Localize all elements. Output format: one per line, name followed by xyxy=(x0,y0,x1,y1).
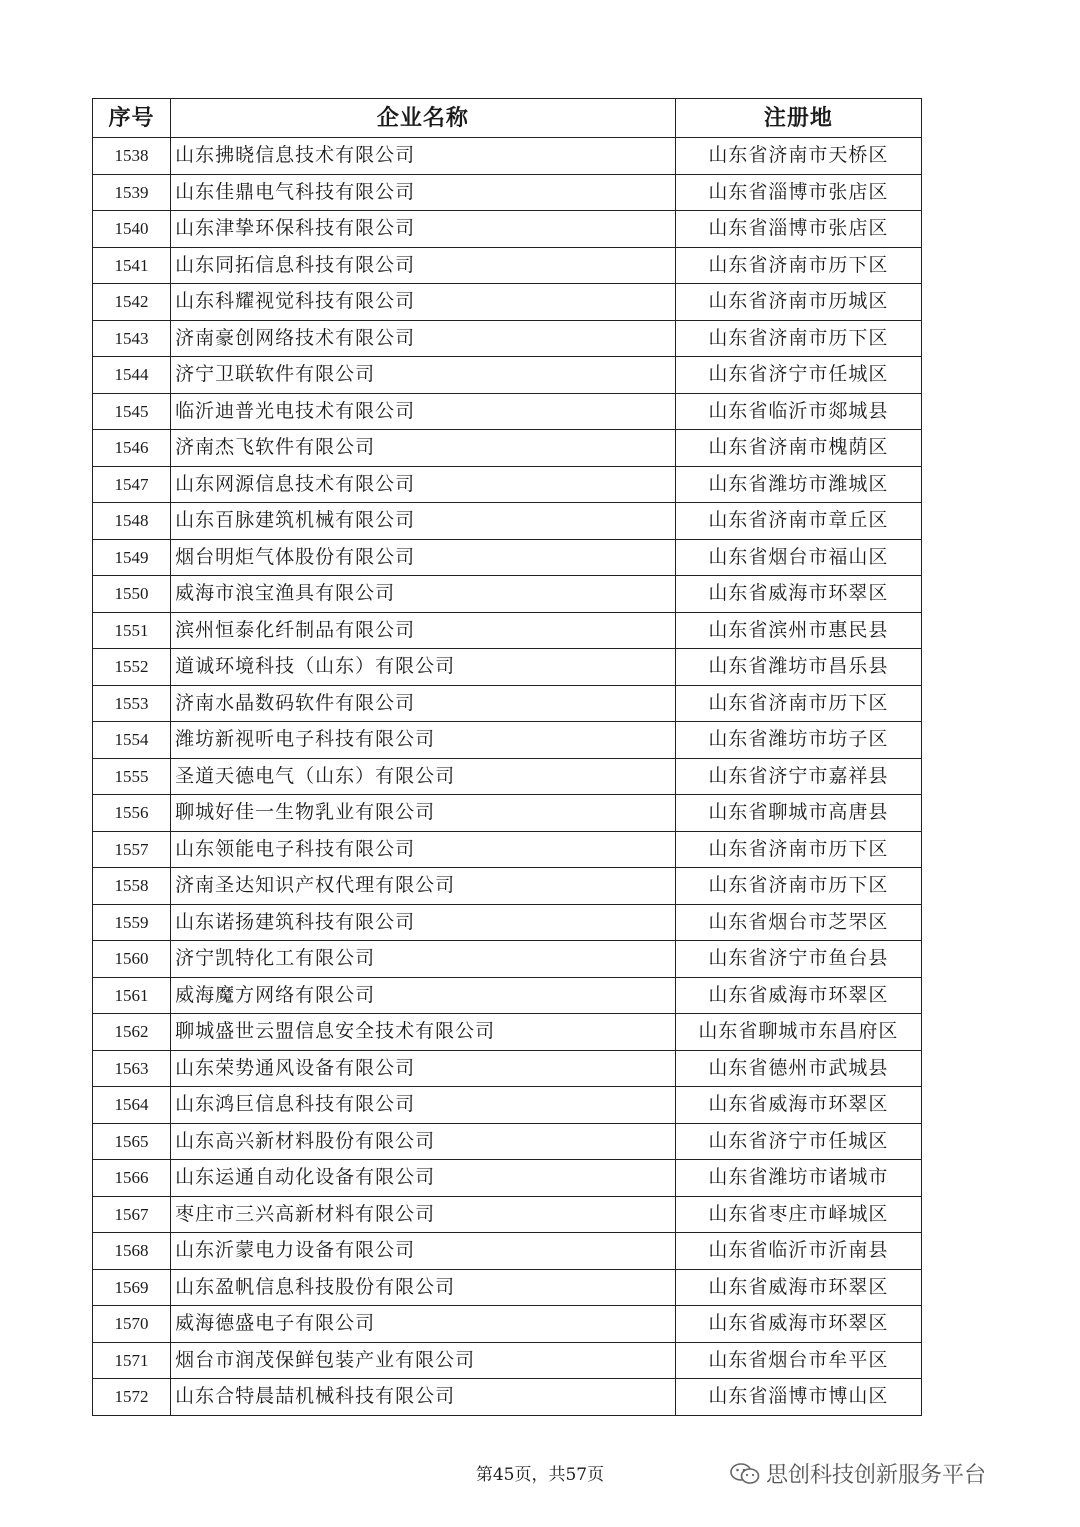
registration-place-cell: 山东省济南市历下区 xyxy=(675,831,921,868)
registration-place-cell: 山东省临沂市郯城县 xyxy=(675,393,921,430)
registration-place-cell: 山东省济南市天桥区 xyxy=(675,138,921,175)
serial-number-cell: 1558 xyxy=(93,868,171,905)
serial-number-cell: 1548 xyxy=(93,503,171,540)
header-serial-number: 序号 xyxy=(93,99,171,138)
registration-place-cell: 山东省枣庄市峄城区 xyxy=(675,1196,921,1233)
table-row xyxy=(93,758,922,795)
registration-place-cell: 山东省聊城市东昌府区 xyxy=(675,1014,921,1051)
table-row xyxy=(93,576,922,613)
company-name-cell: 山东荣势通风设备有限公司 xyxy=(171,1050,676,1087)
registration-place-cell: 山东省济南市历下区 xyxy=(675,320,921,357)
registration-place-cell: 山东省烟台市芝罘区 xyxy=(675,904,921,941)
serial-number-cell: 1544 xyxy=(93,357,171,394)
table-row xyxy=(93,649,922,686)
registration-place-cell: 山东省烟台市福山区 xyxy=(675,539,921,576)
table-row xyxy=(93,211,922,248)
table-row xyxy=(93,320,922,357)
header-registration-place: 注册地 xyxy=(675,99,921,138)
registration-place-cell: 山东省济南市历下区 xyxy=(675,685,921,722)
table-header-row xyxy=(93,99,922,138)
company-name-cell: 济南豪创网络技术有限公司 xyxy=(171,320,676,357)
registration-place-cell: 山东省威海市环翠区 xyxy=(675,576,921,613)
company-name-cell: 圣道天德电气（山东）有限公司 xyxy=(171,758,676,795)
table-row xyxy=(93,393,922,430)
serial-number-cell: 1541 xyxy=(93,247,171,284)
table-row xyxy=(93,977,922,1014)
registration-place-cell: 山东省济宁市嘉祥县 xyxy=(675,758,921,795)
company-name-cell: 山东津挚环保科技有限公司 xyxy=(171,211,676,248)
table-row xyxy=(93,1014,922,1051)
table-row xyxy=(93,904,922,941)
serial-number-cell: 1547 xyxy=(93,466,171,503)
company-name-cell: 山东领能电子科技有限公司 xyxy=(171,831,676,868)
registration-place-cell: 山东省济南市历下区 xyxy=(675,868,921,905)
registration-place-cell: 山东省济南市章丘区 xyxy=(675,503,921,540)
registration-place-cell: 山东省淄博市张店区 xyxy=(675,174,921,211)
registration-place-cell: 山东省威海市环翠区 xyxy=(675,1269,921,1306)
table-row xyxy=(93,1269,922,1306)
registration-place-cell: 山东省临沂市沂南县 xyxy=(675,1233,921,1270)
serial-number-cell: 1571 xyxy=(93,1342,171,1379)
serial-number-cell: 1567 xyxy=(93,1196,171,1233)
registration-place-cell: 山东省聊城市高唐县 xyxy=(675,795,921,832)
company-name-cell: 山东网源信息技术有限公司 xyxy=(171,466,676,503)
serial-number-cell: 1563 xyxy=(93,1050,171,1087)
company-name-cell: 山东佳鼎电气科技有限公司 xyxy=(171,174,676,211)
table-row xyxy=(93,1050,922,1087)
table-row xyxy=(93,247,922,284)
serial-number-cell: 1539 xyxy=(93,174,171,211)
serial-number-cell: 1545 xyxy=(93,393,171,430)
company-name-cell: 山东拂晓信息技术有限公司 xyxy=(171,138,676,175)
company-name-cell: 威海德盛电子有限公司 xyxy=(171,1306,676,1343)
company-name-cell: 道诚环境科技（山东）有限公司 xyxy=(171,649,676,686)
serial-number-cell: 1546 xyxy=(93,430,171,467)
table-row xyxy=(93,138,922,175)
table-row xyxy=(93,685,922,722)
company-name-cell: 威海市浪宝渔具有限公司 xyxy=(171,576,676,613)
table-row xyxy=(93,1233,922,1270)
company-name-cell: 山东盈帆信息科技股份有限公司 xyxy=(171,1269,676,1306)
serial-number-cell: 1540 xyxy=(93,211,171,248)
company-name-cell: 烟台市润茂保鲜包装产业有限公司 xyxy=(171,1342,676,1379)
table-row xyxy=(93,1123,922,1160)
table-row xyxy=(93,1306,922,1343)
registration-place-cell: 山东省济宁市任城区 xyxy=(675,357,921,394)
registration-place-cell: 山东省淄博市博山区 xyxy=(675,1379,921,1416)
page-number: 第45页，共57页 xyxy=(475,1465,605,1485)
watermark-text: 思创科技创新服务平台 xyxy=(766,1463,987,1488)
table-row xyxy=(93,1196,922,1233)
table-row xyxy=(93,1087,922,1124)
company-name-cell: 威海魔方网络有限公司 xyxy=(171,977,676,1014)
company-name-cell: 山东合特晨喆机械科技有限公司 xyxy=(171,1379,676,1416)
table-row xyxy=(93,357,922,394)
company-name-cell: 山东运通自动化设备有限公司 xyxy=(171,1160,676,1197)
company-name-cell: 山东科耀视觉科技有限公司 xyxy=(171,284,676,321)
table-row xyxy=(93,466,922,503)
serial-number-cell: 1559 xyxy=(93,904,171,941)
company-name-cell: 临沂迪普光电技术有限公司 xyxy=(171,393,676,430)
company-name-cell: 山东高兴新材料股份有限公司 xyxy=(171,1123,676,1160)
company-name-cell: 济南杰飞软件有限公司 xyxy=(171,430,676,467)
table-row xyxy=(93,539,922,576)
serial-number-cell: 1568 xyxy=(93,1233,171,1270)
registration-place-cell: 山东省德州市武城县 xyxy=(675,1050,921,1087)
registration-place-cell: 山东省潍坊市坊子区 xyxy=(675,722,921,759)
serial-number-cell: 1555 xyxy=(93,758,171,795)
registration-place-cell: 山东省淄博市张店区 xyxy=(675,211,921,248)
serial-number-cell: 1551 xyxy=(93,612,171,649)
serial-number-cell: 1572 xyxy=(93,1379,171,1416)
serial-number-cell: 1549 xyxy=(93,539,171,576)
registration-place-cell: 山东省威海市环翠区 xyxy=(675,1306,921,1343)
company-name-cell: 潍坊新视听电子科技有限公司 xyxy=(171,722,676,759)
serial-number-cell: 1542 xyxy=(93,284,171,321)
company-name-cell: 山东同拓信息科技有限公司 xyxy=(171,247,676,284)
table-row xyxy=(93,1160,922,1197)
serial-number-cell: 1552 xyxy=(93,649,171,686)
registration-place-cell: 山东省济南市历下区 xyxy=(675,247,921,284)
table-row xyxy=(93,722,922,759)
table-row xyxy=(93,868,922,905)
serial-number-cell: 1557 xyxy=(93,831,171,868)
company-name-cell: 山东百脉建筑机械有限公司 xyxy=(171,503,676,540)
serial-number-cell: 1570 xyxy=(93,1306,171,1343)
table-row xyxy=(93,174,922,211)
wechat-icon xyxy=(730,1462,760,1486)
table-row xyxy=(93,941,922,978)
registration-place-cell: 山东省威海市环翠区 xyxy=(675,977,921,1014)
serial-number-cell: 1564 xyxy=(93,1087,171,1124)
serial-number-cell: 1554 xyxy=(93,722,171,759)
serial-number-cell: 1562 xyxy=(93,1014,171,1051)
registration-place-cell: 山东省潍坊市昌乐县 xyxy=(675,649,921,686)
registration-place-cell: 山东省威海市环翠区 xyxy=(675,1087,921,1124)
serial-number-cell: 1538 xyxy=(93,138,171,175)
table-body xyxy=(93,138,922,1416)
company-name-cell: 滨州恒泰化纤制品有限公司 xyxy=(171,612,676,649)
serial-number-cell: 1553 xyxy=(93,685,171,722)
serial-number-cell: 1560 xyxy=(93,941,171,978)
company-name-cell: 济宁卫联软件有限公司 xyxy=(171,357,676,394)
registration-place-cell: 山东省烟台市牟平区 xyxy=(675,1342,921,1379)
watermark xyxy=(730,1458,986,1489)
company-name-cell: 山东诺扬建筑科技有限公司 xyxy=(171,904,676,941)
company-name-cell: 聊城好佳一生物乳业有限公司 xyxy=(171,795,676,832)
serial-number-cell: 1566 xyxy=(93,1160,171,1197)
serial-number-cell: 1543 xyxy=(93,320,171,357)
registration-place-cell: 山东省济宁市鱼台县 xyxy=(675,941,921,978)
serial-number-cell: 1565 xyxy=(93,1123,171,1160)
company-name-cell: 烟台明炬气体股份有限公司 xyxy=(171,539,676,576)
registration-place-cell: 山东省济南市历城区 xyxy=(675,284,921,321)
serial-number-cell: 1550 xyxy=(93,576,171,613)
registration-place-cell: 山东省济南市槐荫区 xyxy=(675,430,921,467)
company-name-cell: 聊城盛世云盟信息安全技术有限公司 xyxy=(171,1014,676,1051)
serial-number-cell: 1561 xyxy=(93,977,171,1014)
table-row xyxy=(93,1342,922,1379)
table-row xyxy=(93,612,922,649)
header-company-name: 企业名称 xyxy=(171,99,676,138)
table-row xyxy=(93,503,922,540)
company-name-cell: 济南水晶数码软件有限公司 xyxy=(171,685,676,722)
company-name-cell: 山东沂蒙电力设备有限公司 xyxy=(171,1233,676,1270)
registration-place-cell: 山东省潍坊市诸城市 xyxy=(675,1160,921,1197)
registration-place-cell: 山东省滨州市惠民县 xyxy=(675,612,921,649)
table-row xyxy=(93,1379,922,1416)
table-row xyxy=(93,284,922,321)
serial-number-cell: 1556 xyxy=(93,795,171,832)
table-row xyxy=(93,430,922,467)
company-name-cell: 济宁凯特化工有限公司 xyxy=(171,941,676,978)
table-row xyxy=(93,831,922,868)
table-row xyxy=(93,795,922,832)
registration-place-cell: 山东省潍坊市潍城区 xyxy=(675,466,921,503)
serial-number-cell: 1569 xyxy=(93,1269,171,1306)
company-name-cell: 济南圣达知识产权代理有限公司 xyxy=(171,868,676,905)
company-name-cell: 山东鸿巨信息科技有限公司 xyxy=(171,1087,676,1124)
company-name-cell: 枣庄市三兴高新材料有限公司 xyxy=(171,1196,676,1233)
enterprise-table xyxy=(92,98,922,1416)
registration-place-cell: 山东省济宁市任城区 xyxy=(675,1123,921,1160)
